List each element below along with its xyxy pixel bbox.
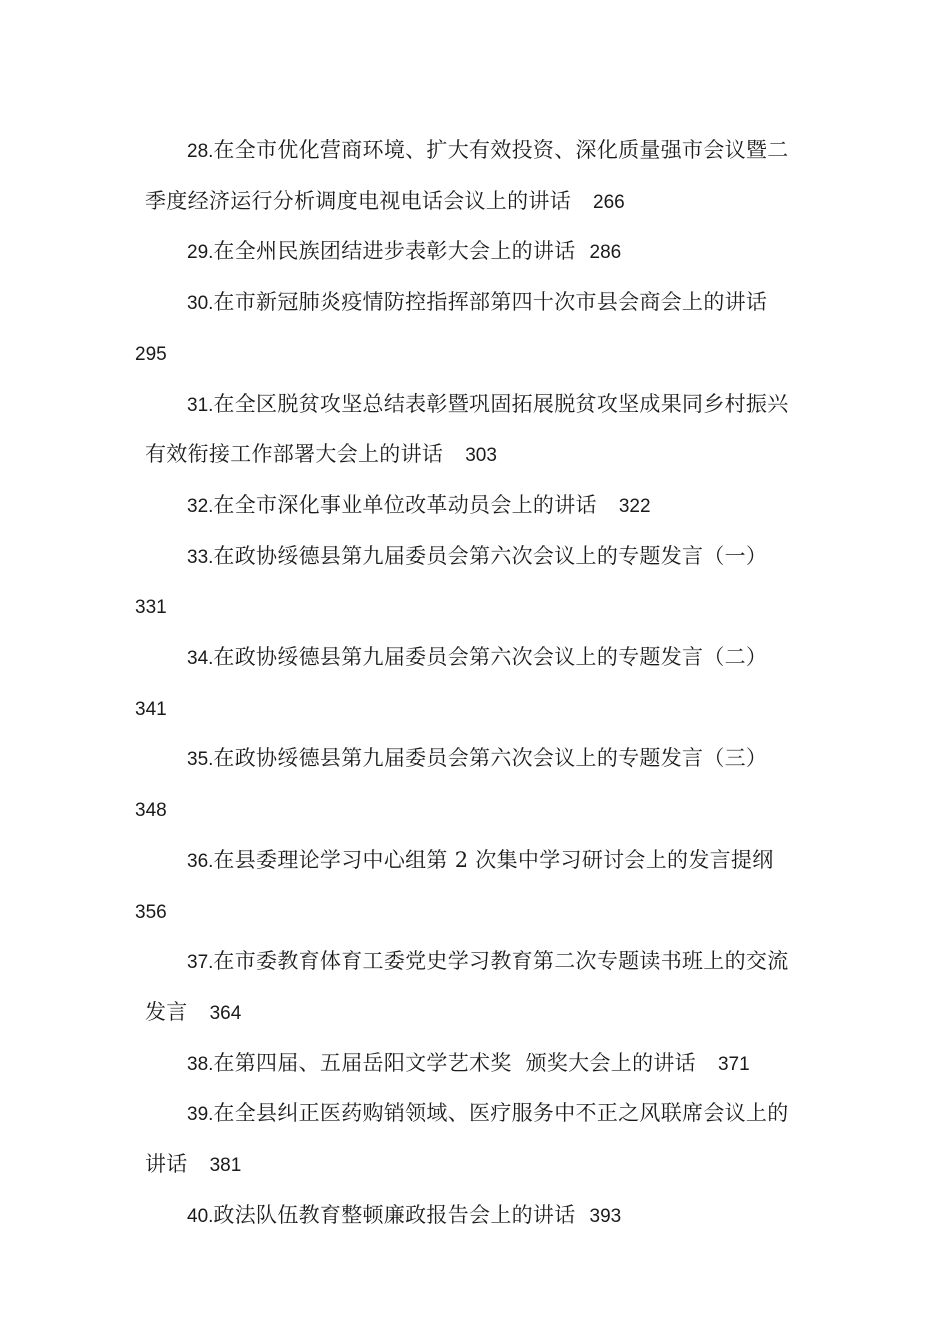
toc-entry-29[interactable]	[145, 227, 807, 278]
toc-entry-30[interactable]	[135, 278, 807, 379]
entry-page-number: 303	[465, 445, 497, 467]
entry-page-number: 348	[135, 800, 167, 822]
entry-page-number: 286	[589, 242, 622, 264]
entry-number: 37.	[187, 952, 214, 974]
entry-number: 29.	[187, 242, 214, 264]
entry-title: 政法队伍教育整顿廉政报告会上的讲话	[213, 1202, 576, 1227]
entry-page-number: 295	[135, 343, 167, 365]
entry-number: 30.	[187, 293, 214, 315]
entry-number: 40.	[187, 1205, 214, 1227]
entry-number: 39.	[187, 1104, 214, 1126]
toc-entry-40[interactable]	[145, 1191, 807, 1242]
entry-page-number: 371	[717, 1053, 750, 1075]
entry-page-number: 322	[618, 495, 651, 517]
toc-entry-34[interactable]	[135, 633, 807, 734]
entry-title: 在政协绥德县第九届委员会第六次会议上的专题发言（三）	[213, 746, 768, 771]
entry-title: 在市委教育体育工委党史学习教育第二次专题读书班上的交流发言	[145, 949, 789, 1024]
entry-number: 32.	[187, 495, 214, 517]
entry-number: 38.	[187, 1053, 214, 1075]
entry-title: 在政协绥德县第九届委员会第六次会议上的专题发言（二）	[213, 645, 768, 670]
entry-page-number: 331	[135, 597, 167, 619]
entry-page-number: 381	[209, 1155, 242, 1177]
entry-title: 在全区脱贫攻坚总结表彰暨巩固拓展脱贫攻坚成果同乡村振兴有效衔接工作部署大会上的讲话	[145, 391, 789, 467]
toc-entry-28[interactable]	[145, 126, 807, 227]
entry-number: 31.	[187, 394, 214, 416]
entry-title: 在政协绥德县第九届委员会第六次会议上的专题发言（一）	[213, 543, 768, 568]
entry-page-number: 356	[135, 901, 167, 923]
entry-title: 在全市优化营商环境、扩大有效投资、深化质量强市会议暨二季度经济运行分析调度电视电话会议上的讲话	[145, 138, 789, 213]
entry-page-number: 364	[209, 1002, 242, 1024]
entry-title: 在县委理论学习中心组第 2 次集中学习研讨会上的发言提纲	[213, 847, 774, 872]
entry-title: 在全州民族团结进步表彰大会上的讲话	[213, 239, 576, 264]
toc-entry-39[interactable]	[145, 1089, 807, 1190]
table-of-contents	[0, 126, 950, 1241]
toc-entry-37[interactable]	[145, 937, 807, 1038]
entry-number: 33.	[187, 546, 214, 568]
entry-page-number: 341	[135, 698, 167, 720]
toc-entry-31[interactable]	[145, 380, 807, 481]
toc-entry-38[interactable]	[145, 1039, 807, 1090]
entry-page-number: 266	[593, 191, 625, 213]
entry-title: 在全县纠正医药购销领域、医疗服务中不正之风联席会议上的讲话	[145, 1101, 789, 1177]
entry-title: 在市新冠肺炎疫情防控指挥部第四十次市县会商会上的讲话	[213, 290, 768, 315]
entry-page-number: 393	[589, 1205, 622, 1227]
toc-entry-36[interactable]	[135, 836, 807, 937]
entry-number: 35.	[187, 749, 214, 771]
toc-entry-32[interactable]	[145, 481, 807, 532]
toc-entry-35[interactable]	[135, 734, 807, 835]
entry-title: 在全市深化事业单位改革动员会上的讲话	[213, 492, 597, 517]
toc-entry-33[interactable]	[135, 532, 807, 633]
entry-title: 在第四届、五届岳阳文学艺术奖 颁奖大会上的讲话	[213, 1050, 696, 1075]
entry-number: 28.	[187, 141, 214, 162]
entry-number: 36.	[187, 850, 214, 872]
entry-number: 34.	[187, 648, 214, 670]
